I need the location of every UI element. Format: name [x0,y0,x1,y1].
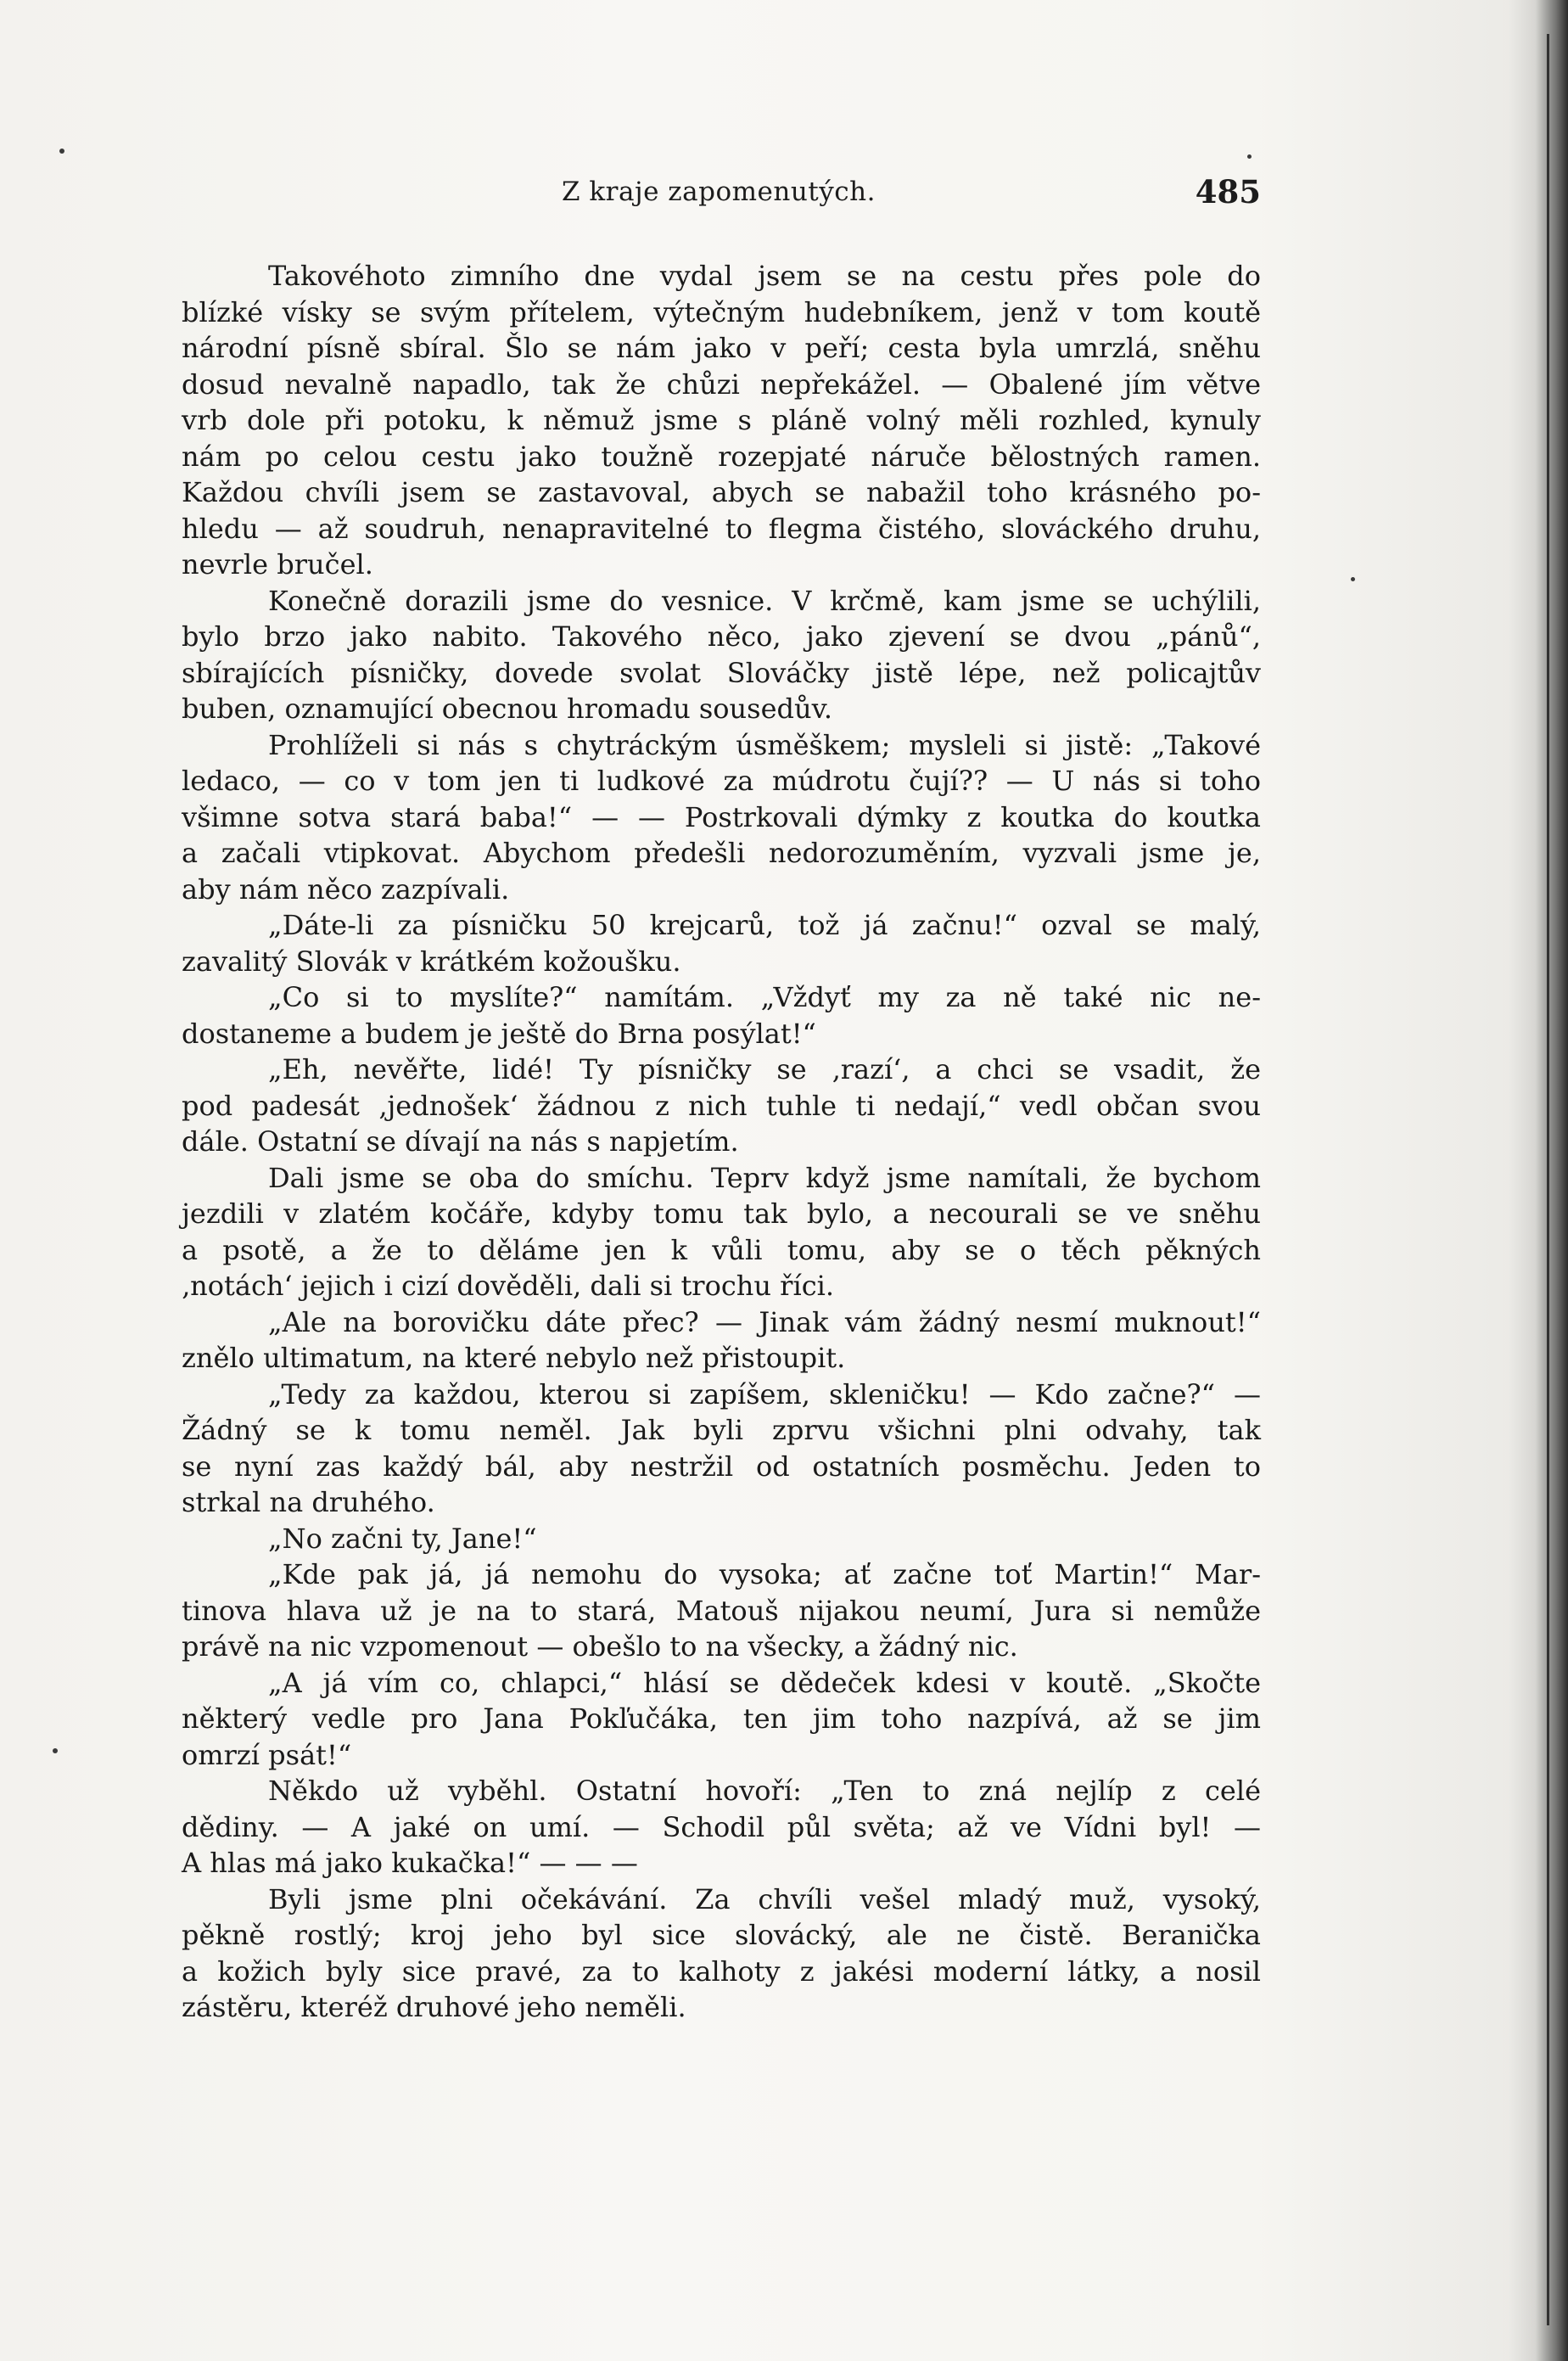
page-header [182,173,1261,214]
text-line: ‚notách‘ jejich i cizí dověděli, dali si trochu říci. [182,1270,835,1302]
text-line: tinova hlava už je na to stará, Matouš nijakou neumí, Jura si nemůže [182,1594,1261,1627]
text-line: „No začni ty, Jane!“ [268,1522,537,1555]
text-line: dosud nevalně napadlo, tak že chůzi nepřekážel. — Obalené jím větve [182,367,1261,401]
text-line: „Tedy za každou, kterou si zapíšem, skleničku! — Kdo začne?“ — [268,1377,1261,1410]
text-line: nám po celou cestu jako toužně rozepjaté náruče bělostných ramen. [182,440,1261,473]
text-line: „Ale na borovičku dáte přec? — Jinak vám žádný nesmí muknout!“ [268,1305,1261,1338]
text-line: dále. Ostatní se dívají na nás s napjetím. [182,1125,739,1158]
text-line: „Dáte-li za písničku 50 krejcarů, tož já začnu!“ ozval se malý, [268,909,1261,941]
text-line: A hlas má jako kukačka!“ — — — [182,1847,638,1879]
text-line: „Eh, nevěřte, lidé! Ty písničky se ‚razí‘, a chci se vsadit, že [268,1053,1261,1085]
text-line: Konečně dorazili jsme do vesnice. V krčmě, kam jsme se uchýlili, [268,584,1261,617]
text-line: Žádný se k tomu neměl. Jak byli zprvu všichni plni odvahy, tak [182,1414,1261,1446]
body-text [182,258,1261,2026]
text-line: pod padesát ‚jednošek‘ žádnou z nich tuhle ti nedají,“ vedl občan svou [182,1089,1261,1122]
text-line: nevrle bručel. [182,548,373,580]
text-line: dědiny. — A jaké on umí. — Schodil půl světa; až ve Vídni byl! — [182,1810,1261,1843]
running-title: Z kraje zapomenutých. [562,177,876,207]
text-line: Byli jsme plni očekávání. Za chvíli vešel mladý muž, vysoký, [268,1882,1261,1915]
text-line: a kožich byly sice pravé, za to kalhoty z jakési moderní látky, a nosil [182,1954,1261,1988]
text-line: znělo ultimatum, na které nebylo než přistoupit. [182,1342,846,1374]
text-line: pěkně rostlý; kroj jeho byl sice slovácký, ale ne čistě. Beranička [182,1919,1261,1951]
text-line: zástěru, kteréž druhové jeho neměli. [182,1991,686,2023]
text-line: sbírajících písničky, dovede svolat Slováčky jistě lépe, než policajtův [182,656,1261,689]
page-edge-shadow [1509,0,1568,2361]
text-line: národní písně sbíral. Šlo se nám jako v peří; cesta byla umrzlá, sněhu [182,332,1261,364]
text-line: právě na nic vzpomenout — obešlo to na všecky, a žádný nic. [182,1630,1018,1663]
page-number: 485 [1195,173,1261,210]
text-line: „Kde pak já, já nemohu do vysoka; ať začne toť Martin!“ Mar- [268,1558,1261,1590]
text-line: omrzí psát!“ [182,1738,352,1771]
text-line: bylo brzo jako nabito. Takového něco, jako zjevení se dvou „pánů“, [182,620,1261,653]
text-line: Dali jsme se oba do smíchu. Teprv když jsme namítali, že bychom [268,1161,1261,1194]
text-line: aby nám něco zazpívali. [182,872,510,906]
text-line: „A já vím co, chlapci,“ hlásí se dědeček kdesi v koutě. „Skočte [268,1666,1261,1699]
text-line: všimne sotva stará baba!“ — — Postrkovali dýmky z koutka do koutka [182,800,1261,833]
page-edge-line [1547,34,1549,2325]
paper-speck [53,1748,58,1753]
text-line: a začali vtipkovat. Abychom předešli nedorozuměním, vyzvali jsme je, [182,837,1261,869]
text-line: Takovéhoto zimního dne vydal jsem se na cestu přes pole do [268,260,1261,292]
text-line: ledaco, — co v tom jen ti ludkové za múdrotu čují?? — U nás si toho [182,765,1261,797]
paper-speck [59,149,64,154]
text-line: „Co si to myslíte?“ namítám. „Vždyť my za ně také nic ne- [268,981,1261,1013]
text-line: buben, oznamující obecnou hromadu sousedův. [182,693,833,725]
text-line: blízké vísky se svým přítelem, výtečným hudebníkem, jenž v tom koutě [182,295,1261,328]
paper-speck [1247,154,1252,159]
text-line: některý vedle pro Jana Pokľučáka, ten jim toho nazpívá, až se jim [182,1702,1261,1735]
text-line: zavalitý Slovák v krátkém kožoušku. [182,945,681,978]
paper-speck [1351,577,1355,581]
text-line: a psotě, a že to děláme jen k vůli tomu, aby se o těch pěkných [182,1233,1261,1266]
text-line: jezdili v zlatém kočáře, kdyby tomu tak bylo, a necourali se ve sněhu [182,1197,1261,1230]
text-line: vrb dole při potoku, k němuž jsme s pláně volný měli rozhled, kynuly [182,404,1261,436]
text-line: Prohlíželi si nás s chytráckým úsměškem; mysleli si jistě: „Takové [268,728,1261,761]
text-line: se nyní zas každý bál, aby nestržil od ostatních posměchu. Jeden to [182,1450,1261,1483]
text-line: Někdo už vyběhl. Ostatní hovoří: „Ten to zná nejlíp z celé [268,1775,1261,1807]
text-line: dostaneme a budem je ještě do Brna posýlat!“ [182,1017,816,1050]
text-line: Každou chvíli jsem se zastavoval, abych se nabažil toho krásného po- [182,476,1261,508]
text-line: strkal na druhého. [182,1486,435,1518]
text-line: hledu — až soudruh, nenapravitelné to flegma čistého, slováckého druhu, [182,512,1261,545]
